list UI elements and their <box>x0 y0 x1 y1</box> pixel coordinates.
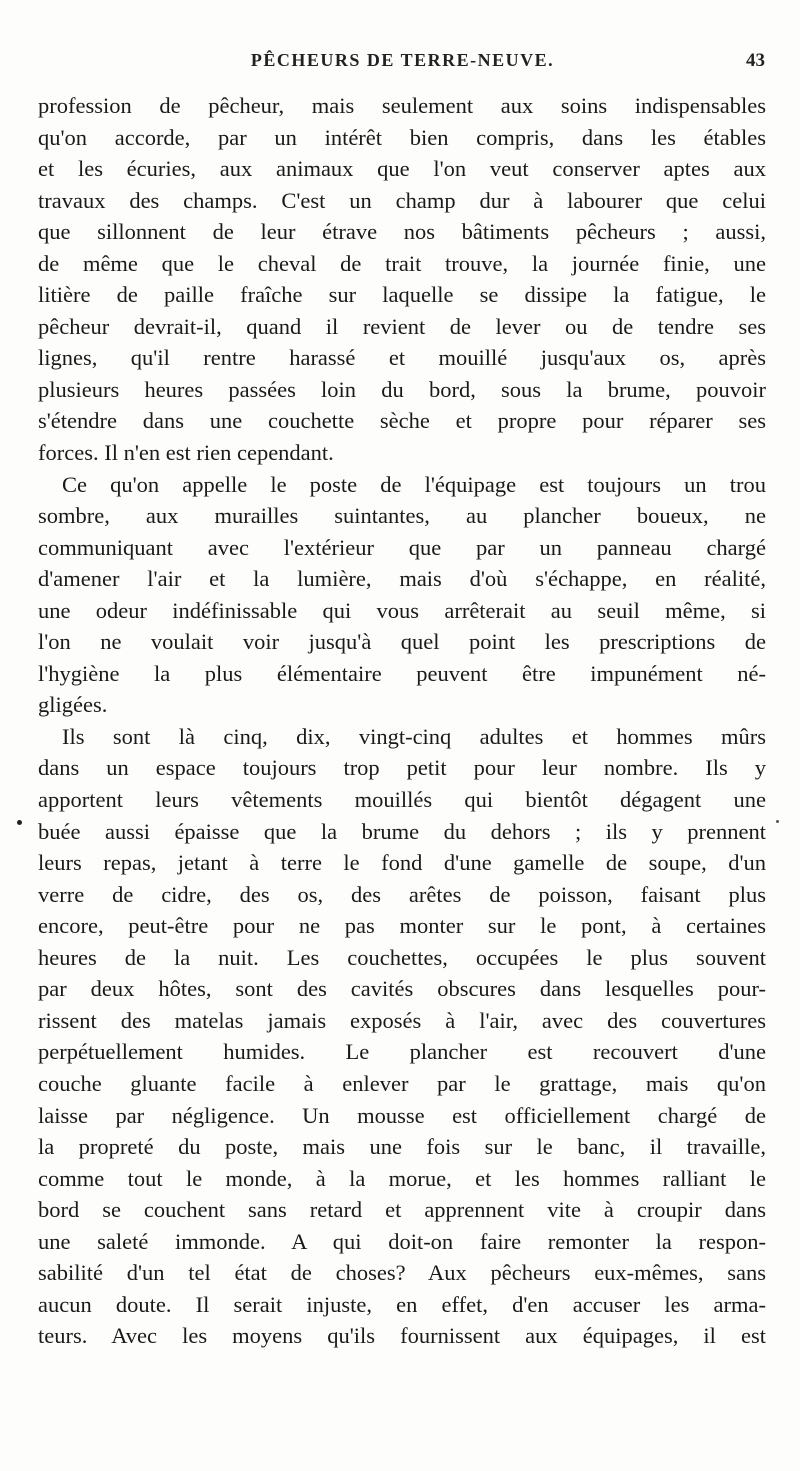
text-line: communiquant avec l'extérieur que par un panneau chargé <box>38 534 766 560</box>
text-line: laisse par négligence. Un mousse est officiellement chargé de <box>38 1102 766 1128</box>
text-line: et les écuries, aux animaux que l'on veut conserver aptes aux <box>38 156 766 182</box>
text-line: que sillonnent de leur étrave nos bâtiments pêcheurs ; aussi, <box>38 219 766 245</box>
page-header <box>40 50 765 74</box>
text-line: sabilité d'un tel état de choses? Aux pêcheurs eux-mêmes, sans <box>38 1260 766 1286</box>
text-line: buée aussi épaisse que la brume du dehors ; ils y prennent <box>38 818 766 844</box>
text-line: leurs repas, jetant à terre le fond d'une gamelle de soupe, d'un <box>38 850 766 876</box>
text-line: rissent des matelas jamais exposés à l'air, avec des couvertures <box>38 1007 766 1033</box>
text-line: de même que le cheval de trait trouve, la journée finie, une <box>38 250 766 276</box>
text-line: encore, peut-être pour ne pas monter sur le pont, à certaines <box>38 913 766 939</box>
text-line: sombre, aux murailles suintantes, au plancher boueux, ne <box>38 503 766 529</box>
text-line: la propreté du poste, mais une fois sur le banc, il travaille, <box>38 1134 766 1160</box>
text-line: pêcheur devrait-il, quand il revient de lever ou de tendre ses <box>38 313 766 339</box>
text-line: Ils sont là cinq, dix, vingt-cinq adultes et hommes mûrs <box>62 723 766 749</box>
text-line: gligées. <box>38 692 108 718</box>
text-line: travaux des champs. C'est un champ dur à labourer que celui <box>38 187 766 213</box>
text-line: apportent leurs vêtements mouillés qui bientôt dégagent une <box>38 787 766 813</box>
text-line: plusieurs heures passées loin du bord, sous la brume, pouvoir <box>38 376 766 402</box>
text-line: perpétuellement humides. Le plancher est recouvert d'une <box>38 1039 766 1065</box>
text-line: lignes, qu'il rentre harassé et mouillé jusqu'aux os, après <box>38 345 766 371</box>
text-line: couche gluante facile à enlever par le grattage, mais qu'on <box>38 1070 766 1096</box>
text-line: forces. Il n'en est rien cependant. <box>38 440 334 466</box>
text-line: une saleté immonde. A qui doit-on faire remonter la respon- <box>38 1228 766 1254</box>
text-line: litière de paille fraîche sur laquelle se dissipe la fatigue, le <box>38 282 766 308</box>
page-number: 43 <box>746 50 765 71</box>
margin-dot <box>17 820 22 825</box>
body-text <box>38 90 766 1352</box>
text-line: par deux hôtes, sont des cavités obscures dans lesquelles pour- <box>38 976 766 1002</box>
text-line: teurs. Avec les moyens qu'ils fournissent aux équipages, il est <box>38 1323 766 1349</box>
text-line: l'hygiène la plus élémentaire peuvent être impunément né- <box>38 660 766 686</box>
text-line: profession de pêcheur, mais seulement aux soins indispensables <box>38 93 766 118</box>
text-line: heures de la nuit. Les couchettes, occupées le plus souvent <box>38 944 766 970</box>
text-line: l'on ne voulait voir jusqu'à quel point les prescriptions de <box>38 629 766 655</box>
text-line: aucun doute. Il serait injuste, en effet, d'en accuser les arma- <box>38 1291 766 1317</box>
text-line: s'étendre dans une couchette sèche et propre pour réparer ses <box>38 408 766 434</box>
text-line: dans un espace toujours trop petit pour leur nombre. Ils y <box>38 755 766 781</box>
text-line: verre de cidre, des os, des arêtes de poisson, faisant plus <box>38 881 766 907</box>
text-line: bord se couchent sans retard et apprennent vite à croupir dans <box>38 1197 766 1223</box>
text-line: une odeur indéfinissable qui vous arrêterait au seuil même, si <box>38 597 766 623</box>
text-line: qu'on accorde, par un intérêt bien compris, dans les étables <box>38 124 766 150</box>
text-line: d'amener l'air et la lumière, mais d'où s'échappe, en réalité, <box>38 566 766 592</box>
running-title: PÊCHEURS DE TERRE-NEUVE. <box>250 50 555 70</box>
margin-dot <box>776 820 779 823</box>
text-line: comme tout le monde, à la morue, et les hommes ralliant le <box>38 1165 766 1191</box>
text-line: Ce qu'on appelle le poste de l'équipage est toujours un trou <box>62 471 766 497</box>
